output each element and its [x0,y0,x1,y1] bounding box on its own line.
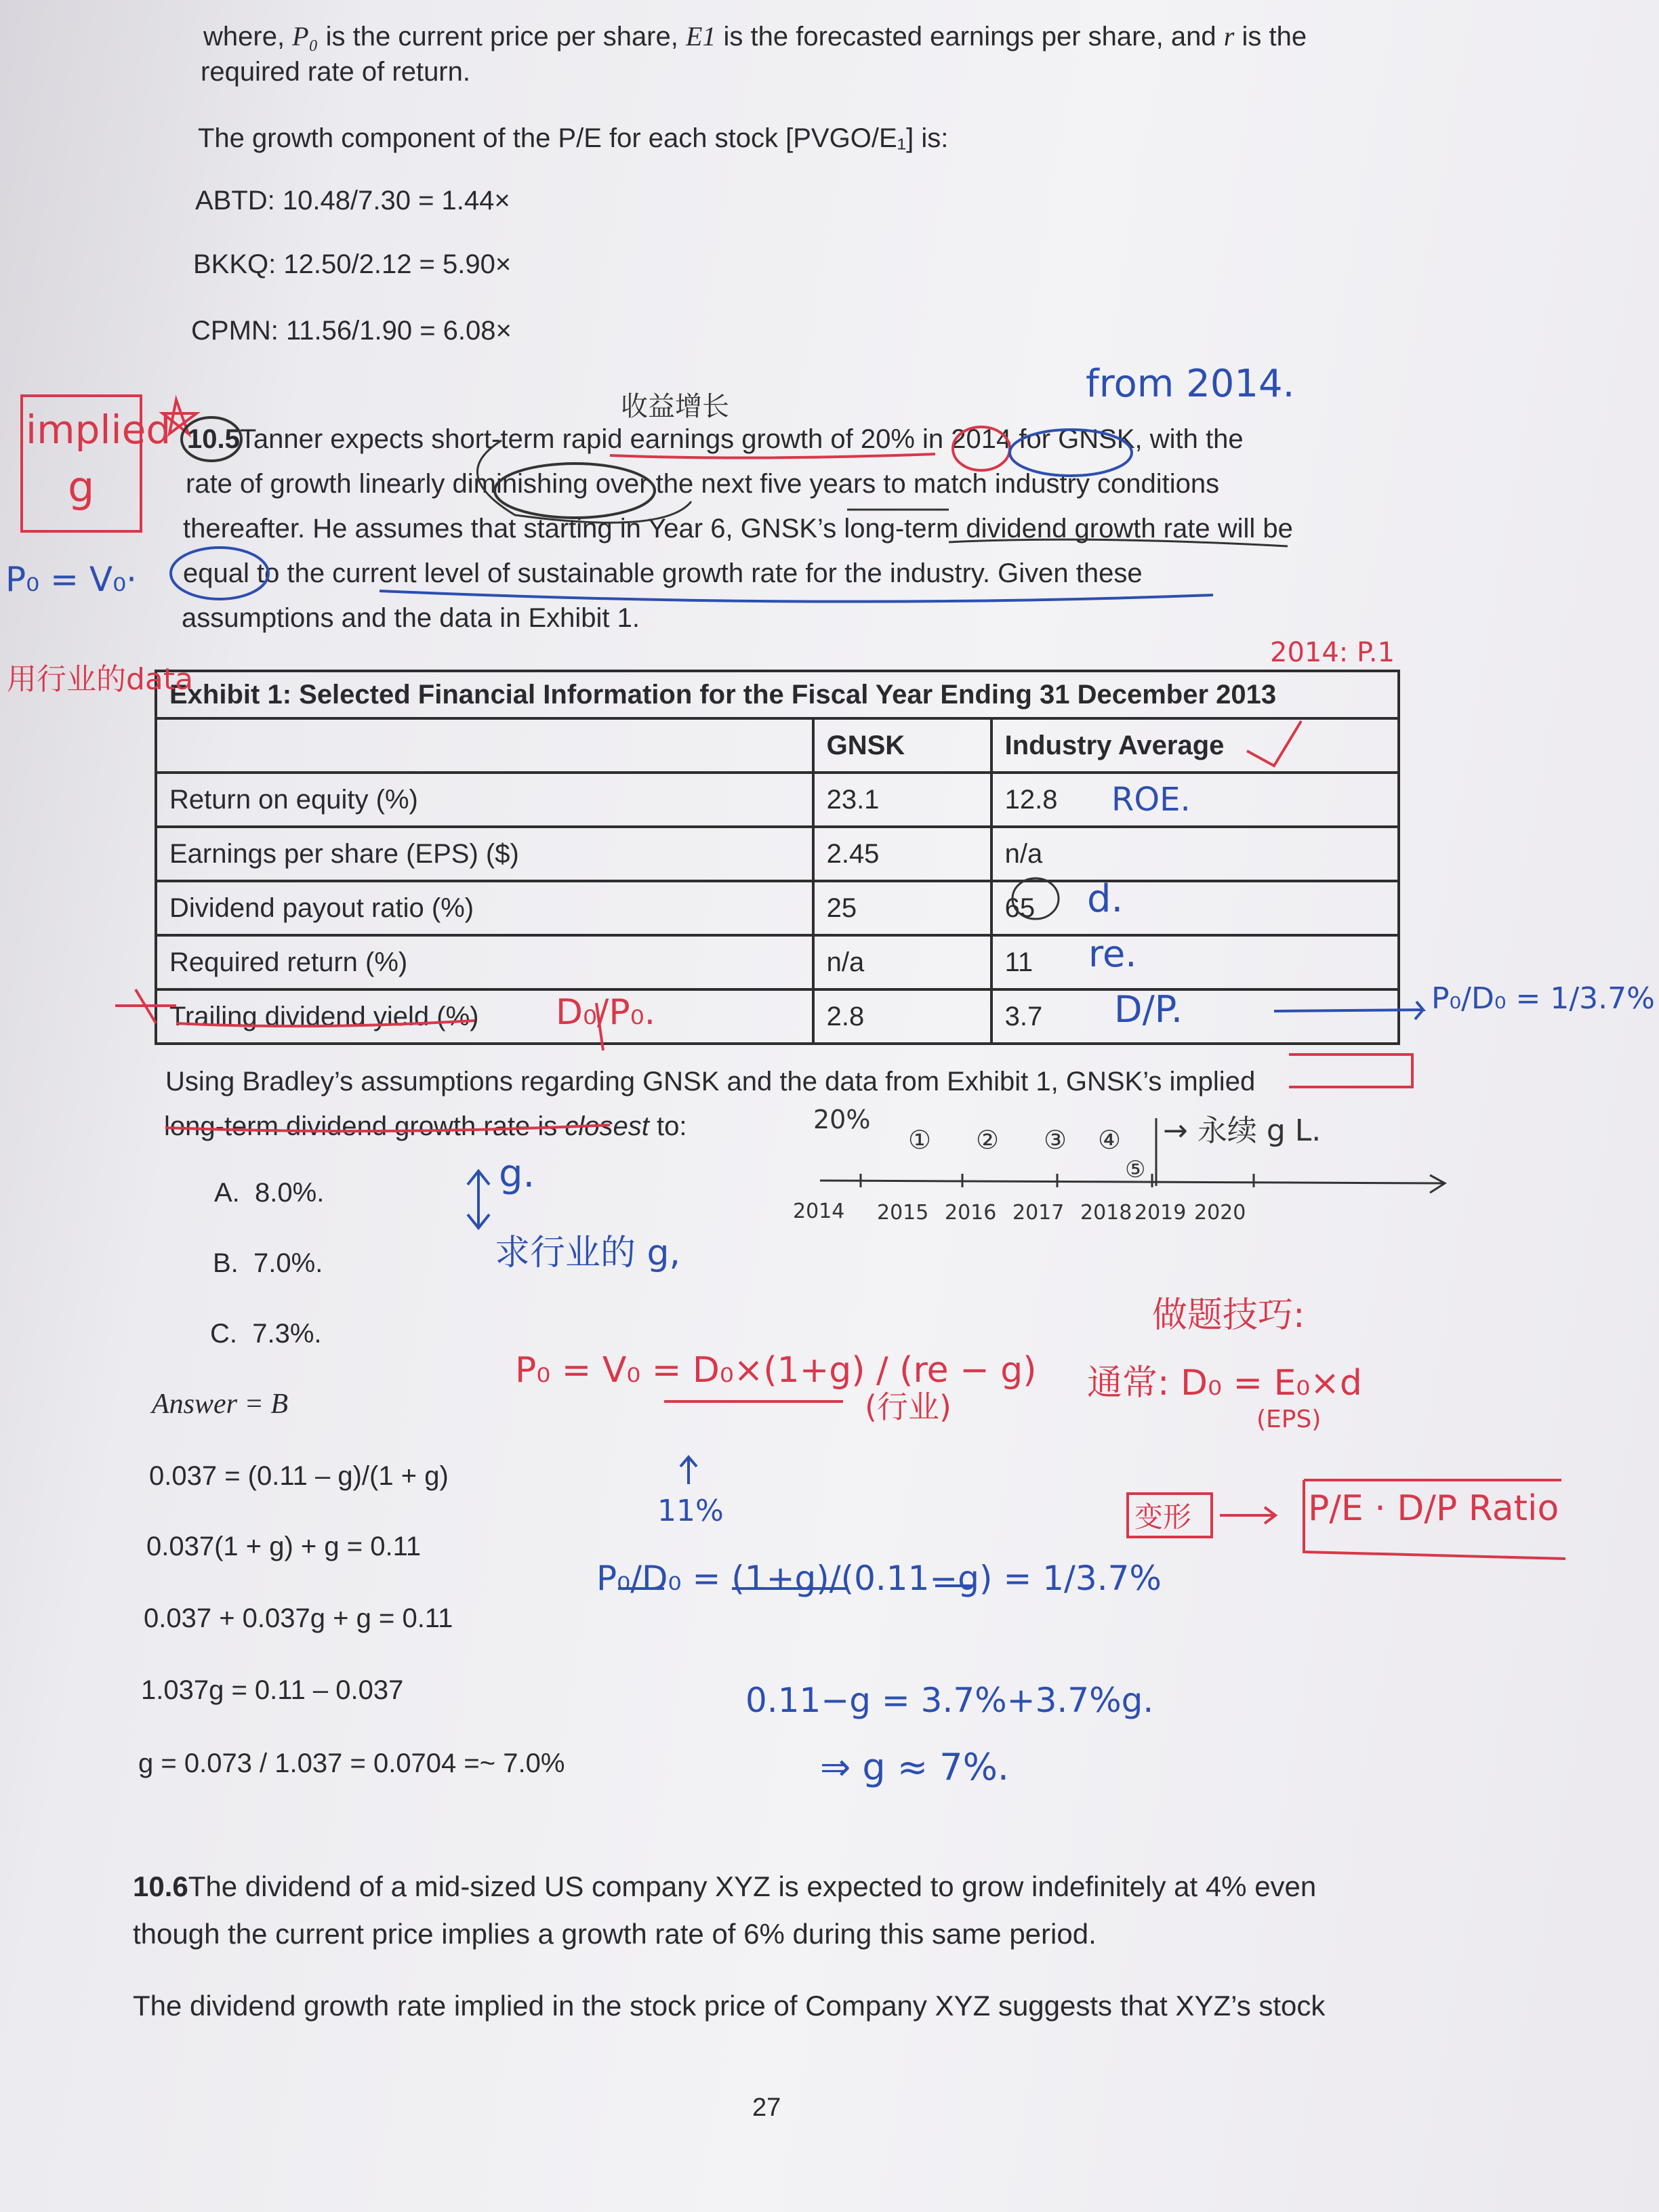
trailing-underline [176,1021,474,1026]
q106-line-3: The dividend growth rate implied in the stock price of Company XYZ suggests that XYZ’s stock [133,1990,1326,2022]
annotation-g: g [68,462,95,512]
row-label: Dividend payout ratio (%) [156,881,813,935]
timeline-mark-3: ③ [1044,1125,1067,1155]
q106-number: 10.6 [133,1870,188,1902]
annotation-p0-v0: P₀ = V₀· [5,560,138,599]
exhibit-caption: Exhibit 1: Selected Financial Information for the Fiscal Year Ending 31 December 2013 [156,671,1399,718]
q106-line-2: though the current price implies a growth rate of 6% during this same period. [133,1918,1097,1950]
r-symbol: r [1223,21,1235,52]
q106-text: The dividend of a mid-sized US company XYZ is expected to grow indefinitely at 4% even [188,1870,1317,1902]
option-letter: A. [214,1178,240,1208]
option-letter: C. [210,1319,237,1349]
industry-value: 3.7 [991,989,1399,1044]
annotation-d: d. [1087,877,1124,921]
option-letter: B. [213,1248,239,1278]
growth-underline [949,539,1288,546]
annotation-eps: (EPS) [1256,1406,1322,1433]
option-text: 7.0%. [253,1248,323,1278]
industry-value: 11 [991,935,1399,989]
q-number-circle [182,417,241,461]
annotation-deform: 变形 [1134,1500,1192,1534]
gnsk-value: 23.1 [813,773,991,827]
annotation-usual-d0: 通常: D₀ = E₀×d [1087,1363,1362,1404]
annotation-g-arrow: g. [499,1152,535,1196]
gnsk-value: 25 [813,881,991,935]
answer-step-3: 0.037 + 0.037g + g = 0.11 [144,1603,453,1633]
growth-item-bkkq: BKKQ: 12.50/2.12 = 5.90× [193,249,512,279]
eleven-pct-arrow [680,1457,697,1484]
timeline-perpetual: → 永续 g L. [1163,1113,1322,1148]
page-number: 27 [752,2093,781,2122]
annotation-eq-step: 0.11−g = 3.7%+3.7%g. [745,1681,1154,1720]
annotation-ratio: P/E · D/P Ratio [1308,1488,1559,1529]
timeline-year: 2019 [1134,1201,1187,1225]
rapid-underline [610,454,935,458]
intro-text: is the current price per share, [318,22,686,52]
annotation-technique: 做题技巧: [1152,1295,1305,1336]
annotation-chinese-rapid: 收益增长 [621,391,729,422]
growth-item-abtd: ABTD: 10.48/7.30 = 1.44× [195,186,510,216]
q105-text: Tanner expects short-term rapid earnings growth of 20% in 2014 for GNSK, with the [239,424,1244,454]
prompt-line-1: Using Bradley’s assumptions regarding GNSK and the data from Exhibit 1, GNSK’s implied [165,1067,1256,1097]
deform-arrow [1220,1507,1275,1523]
annotation-from-2014: from 2014. [1086,362,1295,406]
intro-text: where, [203,22,293,52]
annotation-industry: (行业) [865,1389,951,1425]
header-cell: GNSK [813,718,991,773]
timeline-mark-5: ⑤ [1125,1156,1146,1183]
prompt-underline [165,1125,610,1131]
annotation-eq-p0v0: P₀ = V₀ = D₀×(1+g) / (re − g) [515,1350,1037,1391]
timeline-year: 2015 [877,1201,929,1225]
row-label: Earnings per share (EPS) ($) [156,827,813,881]
timeline-mark-2: ② [976,1125,1000,1155]
row-label: Required return (%) [156,935,813,989]
annotation-2014-p1: 2014: P.1 [1270,637,1395,668]
annotation-11pct: 11% [657,1494,724,1528]
prompt-italic: closest [565,1111,649,1141]
trailing-star [115,989,176,1023]
e1-symbol: E1 [685,21,716,52]
timeline-pct: 20% [813,1105,871,1134]
row-label: Return on equity (%) [156,773,813,827]
option-text: 7.3%. [252,1319,322,1349]
annotation-roe: ROE. [1111,781,1191,819]
answer-step-4: 1.037g = 0.11 – 0.037 [141,1675,404,1705]
answer-step-2: 0.037(1 + g) + g = 0.11 [146,1532,422,1561]
growth-heading: The growth component of the P/E for each stock [PVGO/E₁] is: [198,123,949,153]
q105-line-3: thereafter. He assumes that starting in Year 6, GNSK’s long-term dividend growth rate will be [183,514,1293,544]
timeline-year: 2016 [945,1201,997,1225]
annotation-dp: D/P. [1114,988,1183,1031]
industry-value: 12.8 [991,773,1399,827]
row-label: Trailing dividend yield (%) [156,989,813,1044]
timeline-year: 2020 [1194,1201,1246,1225]
g-arrow [468,1171,489,1228]
intro-text: is the [1234,22,1307,52]
prompt-text: to: [649,1111,687,1141]
intro-text: is the forecasted earnings per share, and [716,22,1224,52]
annotation-industry-data: 用行业的data [7,662,194,697]
timeline-mark-4: ④ [1098,1125,1122,1155]
q105-number: 10.5 [187,424,240,454]
annotation-seek-g: 求行业的 g, [495,1233,681,1273]
annotation-d0p0: D₀/P₀. [556,992,656,1033]
growth-item-cpmn: CPMN: 11.56/1.90 = 6.08× [191,316,512,346]
equal-circle [171,548,268,599]
loop-stroke [477,441,691,523]
gnsk-value: 2.45 [813,827,991,881]
option-text: 8.0%. [255,1178,325,1208]
annotation-re: re. [1088,933,1137,975]
prompt-text: long-term dividend growth rate is [164,1111,565,1141]
timeline-year: 2014 [793,1200,845,1223]
check-mark [1247,721,1301,766]
industry-value: 65 [991,881,1399,935]
sustainable-underline [380,591,1213,602]
timeline-year: 2018 [1080,1201,1132,1225]
p0-symbol: P₀ [292,21,319,52]
gnsk-value: n/a [813,935,991,989]
implied-box [1289,1054,1412,1087]
annotation-p0d0: P₀/D₀ = 1/3.7% [1431,981,1655,1016]
answer-label: Answer = B [152,1389,288,1420]
timeline-mark-1: ① [908,1125,932,1155]
intro-line-2: required rate of return. [201,57,470,87]
annotation-implied: implied [26,407,171,453]
timeline-year: 2017 [1012,1201,1065,1225]
industry-value: n/a [991,827,1399,881]
q105-line-4: equal to the current level of sustainable growth rate for the industry. Given these [183,558,1143,588]
answer-step-1: 0.037 = (0.11 – g)/(1 + g) [149,1461,449,1491]
q105-line-5: assumptions and the data in Exhibit 1. [182,603,640,633]
twenty-pct-circle [953,427,1010,470]
yield-arrow [1274,1002,1423,1019]
answer-step-5: g = 0.073 / 1.037 = 0.0704 =~ 7.0% [138,1748,565,1778]
q105-line-2: rate of growth linearly diminishing over the next five years to match industry conditions [186,469,1220,499]
payout-circle [1012,878,1059,919]
header-cell: Industry Average [991,718,1399,773]
diminishing-circle [495,464,655,518]
annotation-eq-p0d0: P₀/D₀ = (1+g)/(0.11−g) = 1/3.7% [596,1559,1162,1598]
in-2014-circle [1010,430,1132,476]
annotation-eq-result: ⇒ g ≈ 7%. [820,1746,1010,1788]
gnsk-value: 2.8 [813,989,991,1044]
